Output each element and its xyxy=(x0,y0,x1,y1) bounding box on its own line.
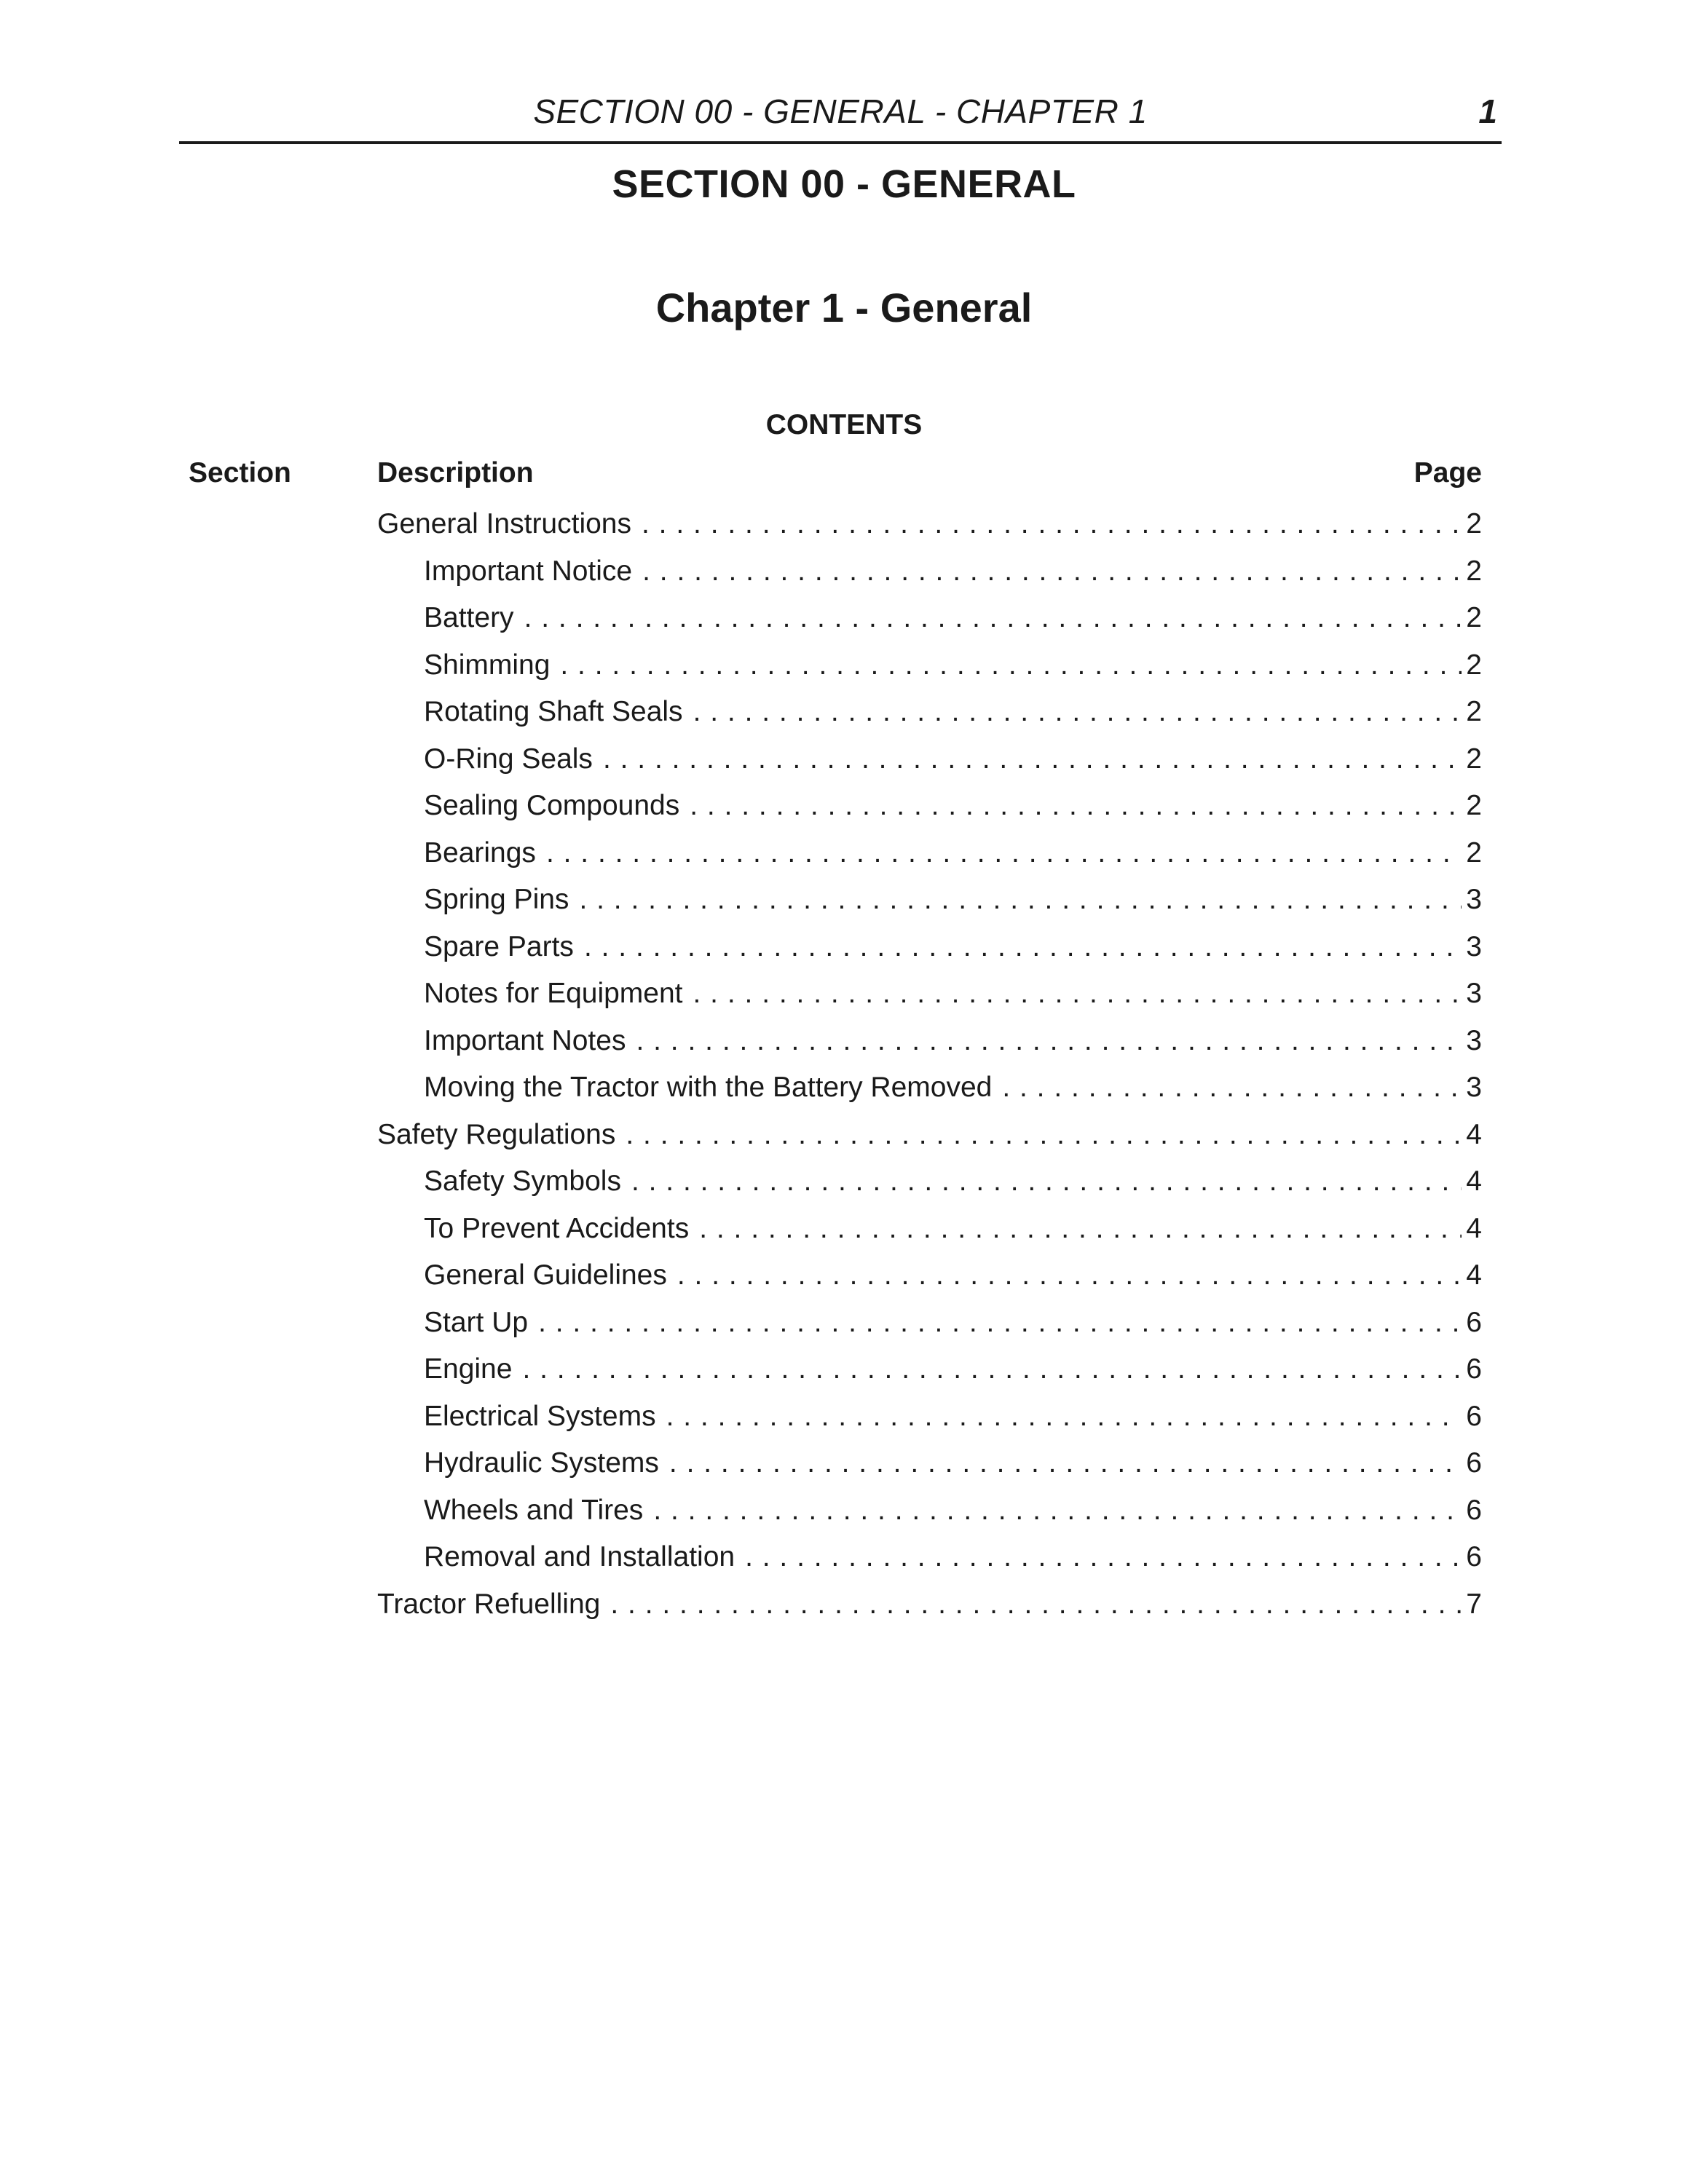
toc-entry-page: 6 xyxy=(1466,1353,1482,1385)
toc-entry-label: Sealing Compounds xyxy=(424,790,680,822)
toc-entry[interactable] xyxy=(377,1534,1482,1581)
toc-entry-label: Shimming xyxy=(424,649,551,681)
toc-entry-page: 2 xyxy=(1466,696,1482,728)
dot-leader xyxy=(677,1259,1462,1291)
toc-entry-page: 2 xyxy=(1466,602,1482,634)
dot-leader xyxy=(626,1119,1462,1151)
toc-entry[interactable] xyxy=(377,1206,1482,1253)
toc-entry-label: O-Ring Seals xyxy=(424,743,593,775)
toc-entry-label: Removal and Installation xyxy=(424,1541,735,1573)
dot-leader xyxy=(693,696,1462,728)
toc-entry-page: 3 xyxy=(1466,1072,1482,1104)
toc-entry-page: 6 xyxy=(1466,1541,1482,1573)
dot-leader xyxy=(636,1025,1462,1057)
toc-entry-page: 2 xyxy=(1466,555,1482,587)
dot-leader xyxy=(610,1588,1462,1621)
toc-entry-label: Bearings xyxy=(424,836,536,869)
dot-leader xyxy=(642,508,1462,540)
dot-leader xyxy=(642,555,1462,587)
dot-leader xyxy=(653,1495,1462,1527)
dot-leader xyxy=(669,1447,1462,1479)
dot-leader xyxy=(690,790,1462,822)
toc-entry-label: Important Notice xyxy=(424,555,633,587)
toc-entry-label: General Instructions xyxy=(377,508,632,540)
toc-entry[interactable] xyxy=(377,1112,1482,1159)
column-header-page: Page xyxy=(1413,457,1482,488)
toc-entry-page: 6 xyxy=(1466,1494,1482,1526)
dot-leader xyxy=(1002,1072,1462,1104)
toc-entry[interactable] xyxy=(377,830,1482,877)
toc-entry-label: Hydraulic Systems xyxy=(424,1447,659,1479)
toc-entry-label: Safety Regulations xyxy=(377,1118,616,1150)
table-of-contents xyxy=(377,501,1482,1628)
section-title: SECTION 00 - GENERAL xyxy=(612,162,1076,206)
dot-leader xyxy=(693,978,1462,1010)
toc-entry-label: Electrical Systems xyxy=(424,1400,656,1432)
toc-entry[interactable] xyxy=(377,1158,1482,1206)
toc-entry[interactable] xyxy=(377,501,1482,548)
column-header-section: Section xyxy=(189,457,291,488)
toc-entry-page: 2 xyxy=(1466,836,1482,869)
toc-entry[interactable] xyxy=(377,548,1482,596)
toc-entry-label: Spare Parts xyxy=(424,930,574,962)
toc-entry-label: Tractor Refuelling xyxy=(377,1588,601,1620)
toc-entry-label: Spring Pins xyxy=(424,884,569,916)
toc-entry-label: Moving the Tractor with the Battery Removed xyxy=(424,1072,993,1104)
toc-entry-page: 6 xyxy=(1466,1447,1482,1479)
toc-entry-label: To Prevent Accidents xyxy=(424,1212,690,1244)
toc-entry[interactable] xyxy=(377,1018,1482,1065)
toc-entry-page: 6 xyxy=(1466,1400,1482,1432)
toc-entry[interactable] xyxy=(377,1487,1482,1535)
toc-entry-label: Notes for Equipment xyxy=(424,978,683,1010)
column-header-description: Description xyxy=(377,457,534,488)
dot-leader xyxy=(603,743,1462,775)
toc-entry-label: Start Up xyxy=(424,1306,529,1338)
toc-entry-page: 3 xyxy=(1466,930,1482,962)
dot-leader xyxy=(524,602,1462,634)
toc-entry[interactable] xyxy=(377,642,1482,689)
toc-entry-page: 6 xyxy=(1466,1306,1482,1338)
dot-leader xyxy=(584,931,1462,963)
toc-entry-label: Battery xyxy=(424,602,514,634)
toc-entry[interactable] xyxy=(377,1440,1482,1487)
toc-entry[interactable] xyxy=(377,1299,1482,1347)
page-number: 1 xyxy=(1478,92,1497,130)
toc-entry-label: Rotating Shaft Seals xyxy=(424,696,683,728)
toc-entry-page: 7 xyxy=(1466,1588,1482,1620)
toc-entry[interactable] xyxy=(377,783,1482,830)
dot-leader xyxy=(546,837,1462,869)
toc-entry-page: 2 xyxy=(1466,508,1482,540)
toc-entry-label: Wheels and Tires xyxy=(424,1494,644,1526)
toc-entry-page: 2 xyxy=(1466,649,1482,681)
toc-entry[interactable] xyxy=(377,736,1482,783)
toc-entry[interactable] xyxy=(377,689,1482,736)
toc-entry-page: 2 xyxy=(1466,743,1482,775)
toc-entry[interactable] xyxy=(377,877,1482,924)
contents-heading: CONTENTS xyxy=(765,409,923,440)
toc-entry-page: 4 xyxy=(1466,1259,1482,1291)
running-header xyxy=(179,89,1502,144)
toc-entry-page: 4 xyxy=(1466,1118,1482,1150)
toc-entry[interactable] xyxy=(377,1252,1482,1299)
toc-entry[interactable] xyxy=(377,924,1482,971)
toc-entry-page: 3 xyxy=(1466,978,1482,1010)
toc-entry[interactable] xyxy=(377,1064,1482,1112)
toc-entry[interactable] xyxy=(377,970,1482,1018)
dot-leader xyxy=(745,1541,1462,1573)
toc-entry[interactable] xyxy=(377,1393,1482,1441)
toc-entry-label: Engine xyxy=(424,1353,513,1385)
toc-entry[interactable] xyxy=(377,1581,1482,1629)
dot-leader xyxy=(579,884,1462,916)
dot-leader xyxy=(560,649,1462,681)
dot-leader xyxy=(538,1307,1462,1339)
chapter-title: Chapter 1 - General xyxy=(655,285,1033,331)
toc-entry[interactable] xyxy=(377,595,1482,642)
toc-entry-label: Safety Symbols xyxy=(424,1166,621,1198)
toc-entry-page: 3 xyxy=(1466,1024,1482,1056)
toc-entry-label: General Guidelines xyxy=(424,1259,667,1291)
toc-entry[interactable] xyxy=(377,1346,1482,1393)
dot-leader xyxy=(631,1166,1462,1198)
dot-leader xyxy=(522,1353,1462,1385)
toc-entry-page: 4 xyxy=(1466,1166,1482,1198)
toc-entry-page: 3 xyxy=(1466,884,1482,916)
running-title: SECTION 00 - GENERAL - CHAPTER 1 xyxy=(533,92,1148,130)
dot-leader xyxy=(666,1401,1462,1433)
toc-entry-page: 4 xyxy=(1466,1212,1482,1244)
toc-entry-label: Important Notes xyxy=(424,1024,626,1056)
dot-leader xyxy=(699,1213,1462,1245)
toc-entry-page: 2 xyxy=(1466,790,1482,822)
